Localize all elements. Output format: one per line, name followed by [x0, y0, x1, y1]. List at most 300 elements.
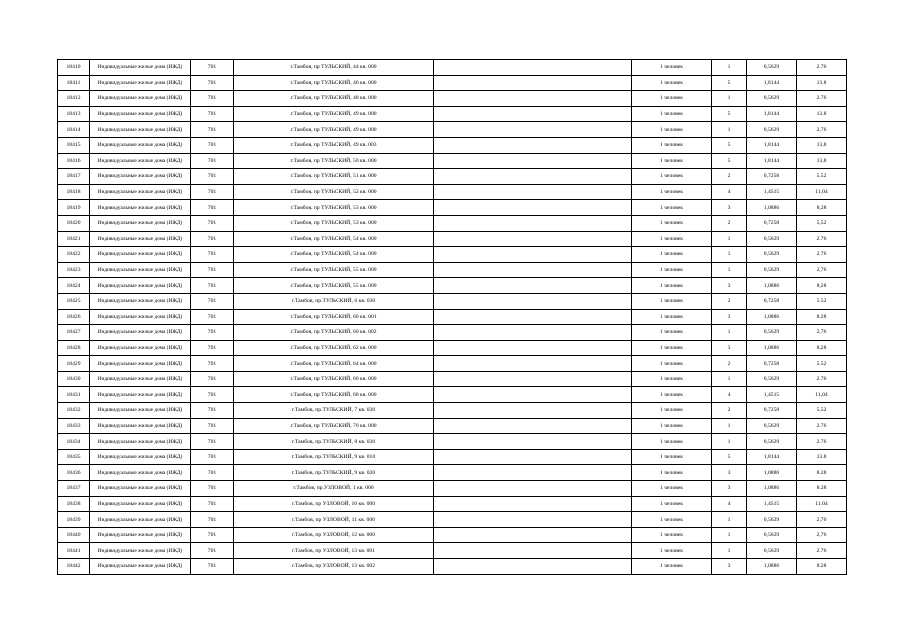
table-row [58, 262, 847, 278]
cell-type: Индивидуальные жилые дома (ИЖД) [90, 418, 191, 434]
cell-id: 18430 [58, 371, 90, 387]
cell-address: г.Тамбов, пр ТУЛЬСКИЙ, 44 кв. 000 [234, 60, 434, 76]
cell-coefficient: 1,8144 [747, 449, 797, 465]
cell-blank [434, 512, 632, 528]
cell-type: Индивидуальные жилые дома (ИЖД) [90, 231, 191, 247]
cell-unit: 1 человек [632, 481, 712, 497]
cell-count: 3 [712, 340, 747, 356]
cell-address: г.Тамбов, пр ТУЛЬСКИЙ, 60 кв. 002 [234, 325, 434, 341]
table-row [58, 496, 847, 512]
cell-type: Индивидуальные жилые дома (ИЖД) [90, 403, 191, 419]
cell-type: Индивидуальные жилые дома (ИЖД) [90, 512, 191, 528]
cell-blank [434, 340, 632, 356]
cell-id: 18412 [58, 91, 90, 107]
cell-unit: 1 человек [632, 543, 712, 559]
cell-address: г.Тамбов, пр.ТУЛЬСКИЙ, 9 кв. 010 [234, 449, 434, 465]
cell-count: 3 [712, 465, 747, 481]
cell-count: 2 [712, 169, 747, 185]
cell-value: 8.28 [797, 465, 847, 481]
cell-count: 3 [712, 481, 747, 497]
cell-code: 701 [191, 293, 234, 309]
cell-code: 701 [191, 262, 234, 278]
cell-unit: 1 человек [632, 262, 712, 278]
cell-code: 701 [191, 559, 234, 575]
cell-address: г.Тамбов, пр ТУЛЬСКИЙ, 51 кв. 000 [234, 169, 434, 185]
cell-address: г.Тамбов, пр.УЗЛОВОЙ, 1 кв. 000 [234, 481, 434, 497]
cell-address: г.Тамбов, пр ТУЛЬСКИЙ, 49 кв. 003 [234, 137, 434, 153]
cell-coefficient: 0,5629 [747, 231, 797, 247]
cell-type: Индивидуальные жилые дома (ИЖД) [90, 122, 191, 138]
cell-type: Индивидуальные жилые дома (ИЖД) [90, 278, 191, 294]
cell-code: 701 [191, 325, 234, 341]
cell-address: г.Тамбов, пр.ТУЛЬСКИЙ, 9 кв. 020 [234, 465, 434, 481]
cell-value: 8,28 [797, 278, 847, 294]
table-row [58, 200, 847, 216]
cell-value: 2.76 [797, 231, 847, 247]
cell-address: г.Тамбов, пр ТУЛЬСКИЙ, 50 кв. 000 [234, 153, 434, 169]
cell-blank [434, 309, 632, 325]
cell-unit: 1 человек [632, 293, 712, 309]
cell-type: Индивидуальные жилые дома (ИЖД) [90, 106, 191, 122]
cell-id: 18419 [58, 200, 90, 216]
cell-blank [434, 278, 632, 294]
table-row [58, 184, 847, 200]
cell-count: 1 [712, 60, 747, 76]
cell-unit: 1 человек [632, 496, 712, 512]
records-table [57, 59, 847, 575]
cell-value: 2.76 [797, 60, 847, 76]
cell-coefficient: 1,0886 [747, 278, 797, 294]
cell-blank [434, 137, 632, 153]
cell-type: Индивидуальные жилые дома (ИЖД) [90, 215, 191, 231]
cell-id: 18434 [58, 434, 90, 450]
cell-blank [434, 262, 632, 278]
table-row [58, 137, 847, 153]
cell-code: 701 [191, 278, 234, 294]
cell-value: 2.76 [797, 434, 847, 450]
cell-value: 11,04 [797, 387, 847, 403]
cell-count: 1 [712, 91, 747, 107]
cell-value: 2.76 [797, 91, 847, 107]
cell-count: 1 [712, 247, 747, 263]
cell-address: г.Тамбов, пр УЗЛОВОЙ, 13 кв. 001 [234, 543, 434, 559]
cell-id: 18415 [58, 137, 90, 153]
cell-coefficient: 0,7258 [747, 403, 797, 419]
cell-id: 18435 [58, 449, 90, 465]
cell-value: 5.52 [797, 356, 847, 372]
cell-coefficient: 0,5629 [747, 543, 797, 559]
table-row [58, 60, 847, 76]
cell-coefficient: 1,8144 [747, 153, 797, 169]
cell-id: 18436 [58, 465, 90, 481]
cell-id: 18423 [58, 262, 90, 278]
cell-blank [434, 122, 632, 138]
cell-code: 701 [191, 309, 234, 325]
cell-value: 2,76 [797, 122, 847, 138]
cell-id: 18433 [58, 418, 90, 434]
cell-type: Индивидуальные жилые дома (ИЖД) [90, 543, 191, 559]
cell-id: 18424 [58, 278, 90, 294]
cell-code: 701 [191, 512, 234, 528]
cell-code: 701 [191, 481, 234, 497]
cell-coefficient: 0,5629 [747, 418, 797, 434]
cell-count: 1 [712, 325, 747, 341]
cell-type: Индивидуальные жилые дома (ИЖД) [90, 169, 191, 185]
cell-value: 2,76 [797, 262, 847, 278]
cell-coefficient: 1,8144 [747, 75, 797, 91]
cell-id: 18420 [58, 215, 90, 231]
cell-type: Индивидуальные жилые дома (ИЖД) [90, 481, 191, 497]
cell-value: 5,52 [797, 403, 847, 419]
cell-unit: 1 человек [632, 278, 712, 294]
cell-blank [434, 527, 632, 543]
cell-blank [434, 184, 632, 200]
cell-type: Индивидуальные жилые дома (ИЖД) [90, 91, 191, 107]
cell-blank [434, 465, 632, 481]
cell-address: г.Тамбов, пр ТУЛЬСКИЙ, 53 кв. 000 [234, 200, 434, 216]
cell-unit: 1 человек [632, 169, 712, 185]
cell-address: г.Тамбов, пр УЗЛОВОЙ, 12 кв. 000 [234, 527, 434, 543]
cell-code: 701 [191, 106, 234, 122]
table-row [58, 512, 847, 528]
cell-unit: 1 человек [632, 309, 712, 325]
cell-type: Индивидуальные жилые дома (ИЖД) [90, 434, 191, 450]
cell-value: 13,8 [797, 137, 847, 153]
cell-code: 701 [191, 215, 234, 231]
cell-code: 701 [191, 356, 234, 372]
cell-address: г.Тамбов, пр УЗЛОВОЙ, 10 кв. 000 [234, 496, 434, 512]
cell-type: Индивидуальные жилые дома (ИЖД) [90, 340, 191, 356]
cell-id: 18428 [58, 340, 90, 356]
cell-blank [434, 356, 632, 372]
cell-code: 701 [191, 434, 234, 450]
cell-coefficient: 0,5629 [747, 262, 797, 278]
cell-code: 701 [191, 60, 234, 76]
cell-blank [434, 543, 632, 559]
cell-blank [434, 496, 632, 512]
cell-blank [434, 434, 632, 450]
cell-value: 5.52 [797, 293, 847, 309]
cell-code: 701 [191, 340, 234, 356]
cell-code: 701 [191, 137, 234, 153]
cell-coefficient: 1,8144 [747, 106, 797, 122]
cell-address: г.Тамбов, пр.ТУЛЬСКИЙ, 7 кв. 030 [234, 403, 434, 419]
table-row [58, 325, 847, 341]
table-row [58, 215, 847, 231]
cell-type: Индивидуальные жилые дома (ИЖД) [90, 247, 191, 263]
cell-count: 1 [712, 527, 747, 543]
cell-id: 18431 [58, 387, 90, 403]
cell-value: 2.76 [797, 371, 847, 387]
cell-address: г.Тамбов, пр ТУЛЬСКИЙ, 49 кв. 000 [234, 106, 434, 122]
cell-type: Индивидуальные жилые дома (ИЖД) [90, 184, 191, 200]
table-row [58, 403, 847, 419]
cell-value: 13.8 [797, 449, 847, 465]
table-row [58, 434, 847, 450]
cell-code: 701 [191, 527, 234, 543]
cell-type: Индивидуальные жилые дома (ИЖД) [90, 137, 191, 153]
cell-id: 18438 [58, 496, 90, 512]
cell-coefficient: 0,5629 [747, 512, 797, 528]
cell-address: г.Тамбов, пр ТУЛЬСКИЙ, 53 кв. 000 [234, 215, 434, 231]
cell-code: 701 [191, 75, 234, 91]
cell-type: Индивидуальные жилые дома (ИЖД) [90, 262, 191, 278]
cell-coefficient: 1,0886 [747, 481, 797, 497]
cell-code: 701 [191, 449, 234, 465]
cell-unit: 1 человек [632, 371, 712, 387]
cell-blank [434, 106, 632, 122]
cell-unit: 1 человек [632, 559, 712, 575]
cell-type: Индивидуальные жилые дома (ИЖД) [90, 387, 191, 403]
cell-unit: 1 человек [632, 403, 712, 419]
cell-address: г.Тамбов, пр ТУЛЬСКИЙ, 54 кв. 000 [234, 231, 434, 247]
cell-unit: 1 человек [632, 215, 712, 231]
cell-unit: 1 человек [632, 75, 712, 91]
cell-type: Индивидуальные жилые дома (ИЖД) [90, 200, 191, 216]
cell-count: 5 [712, 153, 747, 169]
cell-blank [434, 215, 632, 231]
cell-type: Индивидуальные жилые дома (ИЖД) [90, 60, 191, 76]
table-row [58, 106, 847, 122]
cell-count: 1 [712, 434, 747, 450]
table-row [58, 559, 847, 575]
cell-type: Индивидуальные жилые дома (ИЖД) [90, 309, 191, 325]
cell-code: 701 [191, 184, 234, 200]
table-row [58, 247, 847, 263]
cell-coefficient: 0,7258 [747, 215, 797, 231]
cell-address: г.Тамбов, пр ТУЛЬСКИЙ, 62 кв. 000 [234, 340, 434, 356]
table-row [58, 169, 847, 185]
cell-address: г.Тамбов, пр ТУЛЬСКИЙ, 66 кв. 000 [234, 371, 434, 387]
cell-coefficient: 0,7258 [747, 293, 797, 309]
cell-count: 3 [712, 559, 747, 575]
cell-count: 2 [712, 403, 747, 419]
cell-value: 13,8 [797, 153, 847, 169]
cell-value: 11,04 [797, 184, 847, 200]
cell-code: 701 [191, 153, 234, 169]
cell-id: 18418 [58, 184, 90, 200]
cell-code: 701 [191, 387, 234, 403]
cell-id: 18422 [58, 247, 90, 263]
cell-count: 1 [712, 543, 747, 559]
cell-count: 2 [712, 356, 747, 372]
table-row [58, 527, 847, 543]
cell-blank [434, 91, 632, 107]
cell-value: 8.28 [797, 309, 847, 325]
cell-type: Индивидуальные жилые дома (ИЖД) [90, 465, 191, 481]
cell-address: г.Тамбов, пр.ТУЛЬСКИЙ, 6 кв. 030 [234, 293, 434, 309]
cell-id: 18441 [58, 543, 90, 559]
cell-count: 4 [712, 184, 747, 200]
table-row [58, 418, 847, 434]
cell-coefficient: 0,5629 [747, 91, 797, 107]
cell-address: г.Тамбов, пр УЗЛОВОЙ, 11 кв. 000 [234, 512, 434, 528]
cell-count: 1 [712, 231, 747, 247]
cell-code: 701 [191, 371, 234, 387]
cell-code: 701 [191, 247, 234, 263]
table-row [58, 278, 847, 294]
cell-address: г.Тамбов, пр ТУЛЬСКИЙ, 54 кв. 000 [234, 247, 434, 263]
cell-id: 18416 [58, 153, 90, 169]
cell-id: 18410 [58, 60, 90, 76]
cell-code: 701 [191, 122, 234, 138]
cell-unit: 1 человек [632, 106, 712, 122]
table-body [58, 60, 847, 575]
cell-coefficient: 1,8144 [747, 137, 797, 153]
cell-address: г.Тамбов, пр ТУЛЬСКИЙ, 49 кв. 000 [234, 122, 434, 138]
cell-id: 18429 [58, 356, 90, 372]
cell-unit: 1 человек [632, 340, 712, 356]
cell-type: Индивидуальные жилые дома (ИЖД) [90, 559, 191, 575]
table-row [58, 340, 847, 356]
cell-type: Индивидуальные жилые дома (ИЖД) [90, 356, 191, 372]
cell-code: 701 [191, 496, 234, 512]
table-row [58, 543, 847, 559]
cell-address: г.Тамбов, пр УЗЛОВОЙ, 13 кв. 002 [234, 559, 434, 575]
cell-id: 18411 [58, 75, 90, 91]
cell-unit: 1 человек [632, 387, 712, 403]
cell-blank [434, 481, 632, 497]
cell-unit: 1 человек [632, 231, 712, 247]
cell-blank [434, 200, 632, 216]
cell-unit: 1 человек [632, 465, 712, 481]
cell-code: 701 [191, 403, 234, 419]
cell-coefficient: 0,5629 [747, 60, 797, 76]
cell-blank [434, 169, 632, 185]
cell-count: 1 [712, 262, 747, 278]
cell-value: 13.8 [797, 75, 847, 91]
table-row [58, 449, 847, 465]
cell-unit: 1 человек [632, 247, 712, 263]
cell-id: 18432 [58, 403, 90, 419]
cell-address: г.Тамбов, пр ТУЛЬСКИЙ, 70 кв. 000 [234, 418, 434, 434]
cell-count: 3 [712, 309, 747, 325]
cell-unit: 1 человек [632, 356, 712, 372]
cell-value: 2.76 [797, 418, 847, 434]
cell-coefficient: 0,5629 [747, 371, 797, 387]
cell-code: 701 [191, 200, 234, 216]
cell-id: 18425 [58, 293, 90, 309]
cell-count: 1 [712, 418, 747, 434]
cell-unit: 1 человек [632, 200, 712, 216]
cell-coefficient: 1,0886 [747, 465, 797, 481]
cell-id: 18442 [58, 559, 90, 575]
cell-blank [434, 247, 632, 263]
cell-blank [434, 559, 632, 575]
cell-code: 701 [191, 543, 234, 559]
cell-type: Индивидуальные жилые дома (ИЖД) [90, 75, 191, 91]
cell-coefficient: 0,7258 [747, 169, 797, 185]
cell-code: 701 [191, 231, 234, 247]
cell-coefficient: 0,5629 [747, 122, 797, 138]
cell-count: 3 [712, 278, 747, 294]
cell-unit: 1 человек [632, 527, 712, 543]
cell-address: г.Тамбов, пр ТУЛЬСКИЙ, 55 кв. 000 [234, 278, 434, 294]
cell-blank [434, 387, 632, 403]
table-row [58, 465, 847, 481]
cell-blank [434, 60, 632, 76]
cell-type: Индивидуальные жилые дома (ИЖД) [90, 325, 191, 341]
cell-blank [434, 325, 632, 341]
cell-type: Индивидуальные жилые дома (ИЖД) [90, 153, 191, 169]
cell-coefficient: 1,4515 [747, 496, 797, 512]
cell-code: 701 [191, 465, 234, 481]
cell-unit: 1 человек [632, 153, 712, 169]
cell-unit: 1 человек [632, 60, 712, 76]
cell-type: Индивидуальные жилые дома (ИЖД) [90, 371, 191, 387]
cell-type: Индивидуальные жилые дома (ИЖД) [90, 527, 191, 543]
cell-unit: 1 человек [632, 449, 712, 465]
table-row [58, 371, 847, 387]
cell-coefficient: 1,0886 [747, 559, 797, 575]
table-row [58, 356, 847, 372]
cell-unit: 1 человек [632, 512, 712, 528]
cell-address: г.Тамбов, пр ТУЛЬСКИЙ, 68 кв. 000 [234, 387, 434, 403]
cell-blank [434, 75, 632, 91]
table-row [58, 293, 847, 309]
cell-blank [434, 418, 632, 434]
cell-address: г.Тамбов, пр ТУЛЬСКИЙ, 55 кв. 000 [234, 262, 434, 278]
table-row [58, 122, 847, 138]
table-row [58, 153, 847, 169]
cell-value: 8.28 [797, 481, 847, 497]
cell-code: 701 [191, 169, 234, 185]
cell-address: г.Тамбов, пр ТУЛЬСКИЙ, 46 кв. 000 [234, 75, 434, 91]
cell-address: г.Тамбов, пр ТУЛЬСКИЙ, 52 кв. 000 [234, 184, 434, 200]
cell-id: 18417 [58, 169, 90, 185]
cell-count: 1 [712, 122, 747, 138]
cell-blank [434, 153, 632, 169]
cell-count: 1 [712, 371, 747, 387]
table-row [58, 481, 847, 497]
cell-count: 1 [712, 512, 747, 528]
table-row [58, 309, 847, 325]
cell-id: 18440 [58, 527, 90, 543]
cell-coefficient: 0,5629 [747, 247, 797, 263]
cell-value: 5,52 [797, 215, 847, 231]
cell-id: 18426 [58, 309, 90, 325]
cell-blank [434, 231, 632, 247]
cell-count: 4 [712, 387, 747, 403]
cell-value: 2,76 [797, 512, 847, 528]
cell-code: 701 [191, 418, 234, 434]
cell-value: 11.04 [797, 496, 847, 512]
cell-coefficient: 0,5629 [747, 434, 797, 450]
cell-count: 5 [712, 449, 747, 465]
cell-count: 5 [712, 106, 747, 122]
table-row [58, 387, 847, 403]
cell-unit: 1 человек [632, 137, 712, 153]
cell-unit: 1 человек [632, 418, 712, 434]
cell-address: г.Тамбов, пр ТУЛЬСКИЙ, 48 кв. 000 [234, 91, 434, 107]
cell-unit: 1 человек [632, 184, 712, 200]
cell-type: Индивидуальные жилые дома (ИЖД) [90, 293, 191, 309]
cell-coefficient: 1,4515 [747, 387, 797, 403]
cell-coefficient: 0,7258 [747, 356, 797, 372]
cell-value: 2.76 [797, 543, 847, 559]
cell-coefficient: 1,4515 [747, 184, 797, 200]
cell-blank [434, 371, 632, 387]
cell-coefficient: 1,0886 [747, 309, 797, 325]
cell-value: 2,76 [797, 527, 847, 543]
cell-count: 2 [712, 293, 747, 309]
cell-id: 18421 [58, 231, 90, 247]
cell-value: 8.28 [797, 559, 847, 575]
table-row [58, 231, 847, 247]
cell-blank [434, 403, 632, 419]
cell-unit: 1 человек [632, 122, 712, 138]
cell-id: 18413 [58, 106, 90, 122]
